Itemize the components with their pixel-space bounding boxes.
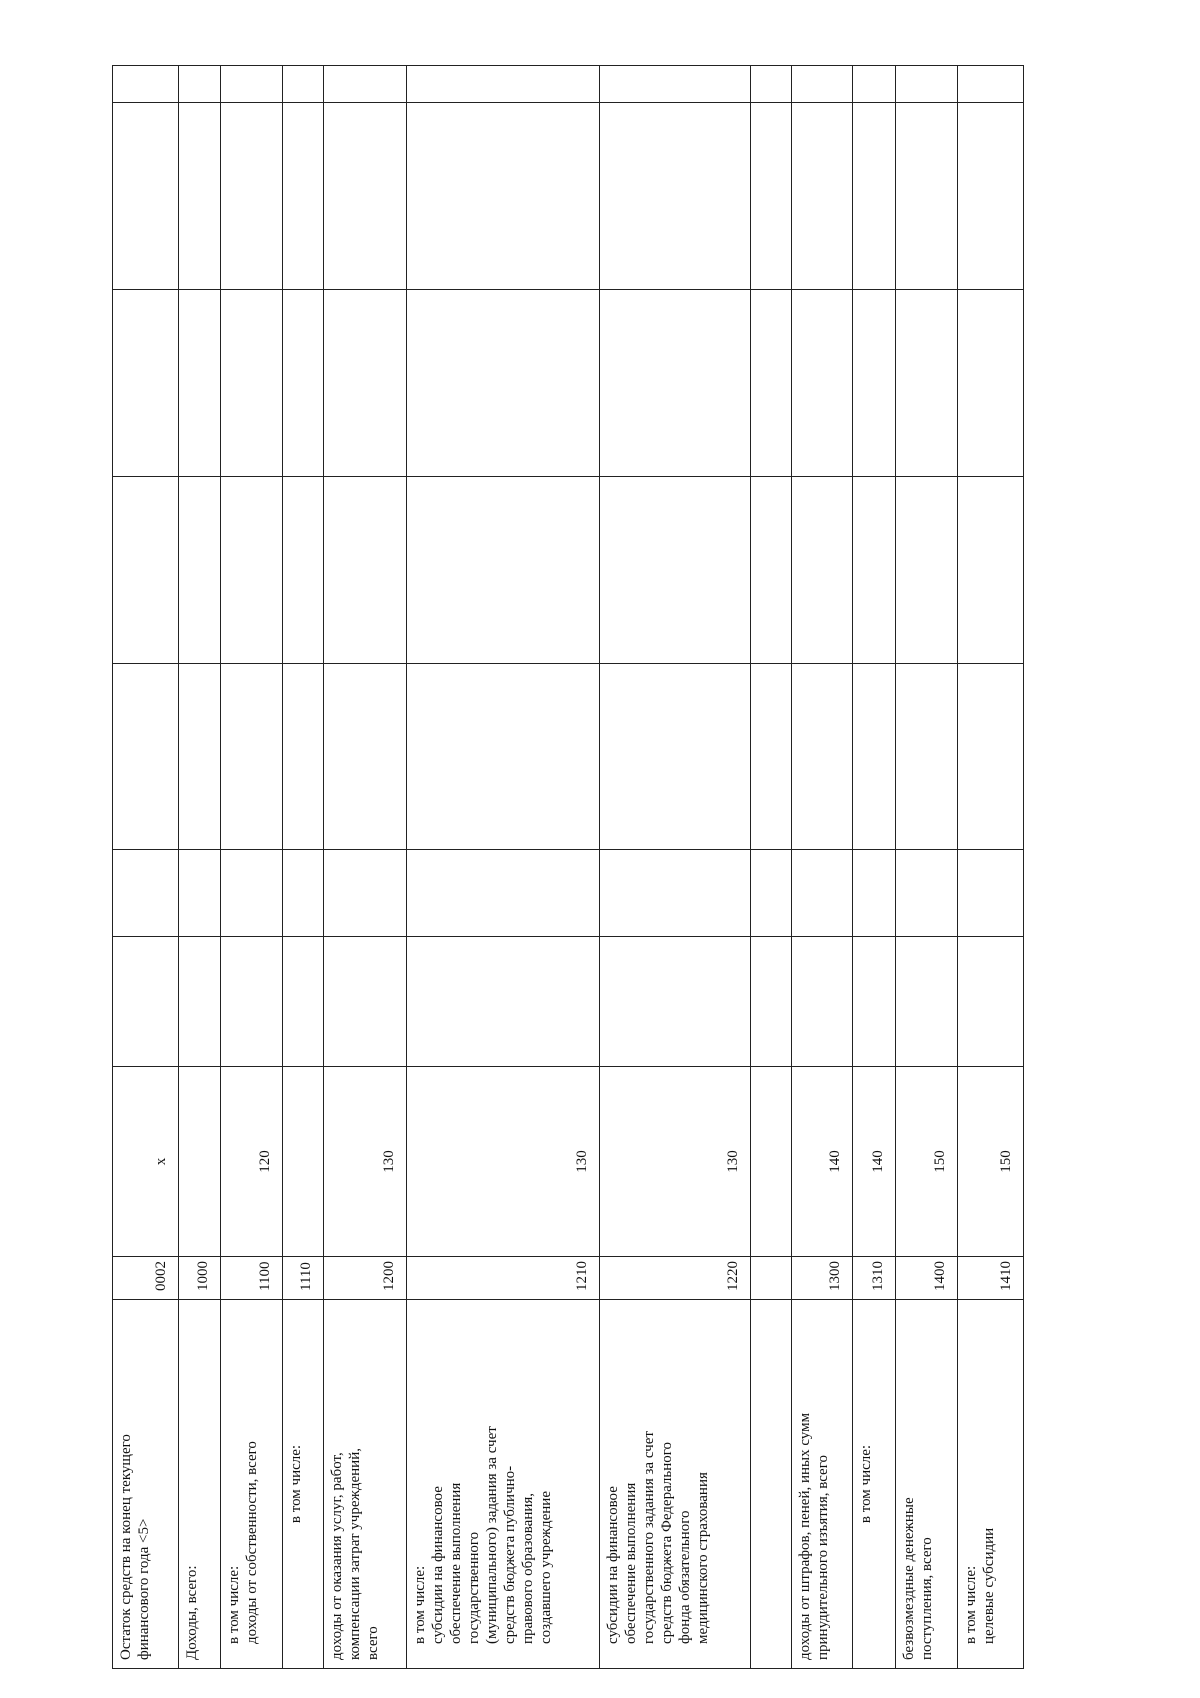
amount-cell (324, 664, 407, 850)
row-label: в том числе: доходы от собственности, всего (220, 1300, 282, 1669)
amount-cell (179, 103, 220, 290)
amount-cell (599, 66, 750, 103)
amount-cell (179, 477, 220, 664)
amount-cell (957, 66, 1023, 103)
table-row (324, 66, 407, 1669)
row-kbk-code: 130 (599, 1067, 750, 1257)
row-kbk-code: 140 (792, 1067, 853, 1257)
amount-cell (599, 477, 750, 664)
amount-cell (853, 477, 895, 664)
amount-cell (220, 103, 282, 290)
amount-cell (895, 66, 957, 103)
amount-cell (406, 664, 599, 850)
table-row (792, 66, 853, 1669)
amount-cell (792, 66, 853, 103)
amount-cell (406, 66, 599, 103)
amount-cell (750, 477, 791, 664)
row-label (750, 1300, 791, 1669)
row-kbk-code (179, 1067, 220, 1257)
row-code: 1200 (324, 1257, 407, 1300)
amount-cell (599, 937, 750, 1067)
row-label: в том числе: (282, 1300, 323, 1669)
amount-cell (895, 290, 957, 477)
row-kbk-code: 150 (957, 1067, 1023, 1257)
amount-cell (324, 850, 407, 937)
amount-cell (220, 850, 282, 937)
amount-cell (282, 290, 323, 477)
row-kbk-code: 150 (895, 1067, 957, 1257)
amount-cell (792, 937, 853, 1067)
amount-cell (853, 103, 895, 290)
amount-cell (179, 290, 220, 477)
amount-cell (324, 937, 407, 1067)
row-kbk-code: 120 (220, 1067, 282, 1257)
amount-cell (113, 850, 179, 937)
row-code: 1300 (792, 1257, 853, 1300)
amount-cell (957, 477, 1023, 664)
amount-cell (113, 477, 179, 664)
amount-cell (792, 850, 853, 937)
amount-cell (792, 664, 853, 850)
amount-cell (750, 103, 791, 290)
amount-cell (599, 850, 750, 937)
row-kbk-code: 130 (324, 1067, 407, 1257)
row-kbk-code: 140 (853, 1067, 895, 1257)
amount-cell (853, 290, 895, 477)
amount-cell (282, 477, 323, 664)
amount-cell (113, 290, 179, 477)
financial-plan-table (112, 65, 1024, 1669)
row-kbk-code (750, 1067, 791, 1257)
amount-cell (324, 290, 407, 477)
amount-cell (599, 664, 750, 850)
amount-cell (179, 937, 220, 1067)
amount-cell (853, 937, 895, 1067)
row-label: Доходы, всего: (179, 1300, 220, 1669)
amount-cell (282, 850, 323, 937)
row-kbk-code: x (113, 1067, 179, 1257)
amount-cell (957, 103, 1023, 290)
row-code: 1110 (282, 1257, 323, 1300)
amount-cell (895, 850, 957, 937)
row-label: безвозмездные денежные поступления, всего (895, 1300, 957, 1669)
amount-cell (406, 937, 599, 1067)
amount-cell (220, 937, 282, 1067)
row-label: доходы от оказания услуг, работ, компенсации затрат учреждений, всего (324, 1300, 407, 1669)
amount-cell (792, 477, 853, 664)
amount-cell (750, 937, 791, 1067)
amount-cell (792, 103, 853, 290)
amount-cell (599, 103, 750, 290)
table-row (895, 66, 957, 1669)
amount-cell (113, 66, 179, 103)
row-label: субсидии на финансовое обеспечение выполнения государственного задания за счет средств бюджета Федерального фонда обязательного медицинского страхования (599, 1300, 750, 1669)
row-kbk-code (282, 1067, 323, 1257)
row-code: 1310 (853, 1257, 895, 1300)
amount-cell (220, 290, 282, 477)
table-row (220, 66, 282, 1669)
amount-cell (282, 103, 323, 290)
table-row (750, 66, 791, 1669)
amount-cell (179, 850, 220, 937)
amount-cell (113, 103, 179, 290)
row-label: в том числе: целевые субсидии (957, 1300, 1023, 1669)
amount-cell (957, 850, 1023, 937)
row-code: 1100 (220, 1257, 282, 1300)
amount-cell (406, 103, 599, 290)
row-code: 1000 (179, 1257, 220, 1300)
amount-cell (324, 477, 407, 664)
amount-cell (406, 477, 599, 664)
row-code: 0002 (113, 1257, 179, 1300)
amount-cell (750, 66, 791, 103)
amount-cell (282, 66, 323, 103)
amount-cell (282, 664, 323, 850)
amount-cell (179, 664, 220, 850)
amount-cell (113, 937, 179, 1067)
amount-cell (220, 477, 282, 664)
amount-cell (895, 664, 957, 850)
amount-cell (750, 850, 791, 937)
amount-cell (220, 66, 282, 103)
amount-cell (282, 937, 323, 1067)
table-row (957, 66, 1023, 1669)
row-label: в том числе: (853, 1300, 895, 1669)
amount-cell (895, 103, 957, 290)
amount-cell (957, 664, 1023, 850)
table-row (853, 66, 895, 1669)
amount-cell (750, 290, 791, 477)
amount-cell (406, 850, 599, 937)
amount-cell (853, 66, 895, 103)
amount-cell (957, 290, 1023, 477)
amount-cell (599, 290, 750, 477)
row-label: доходы от штрафов, пеней, иных сумм принудительного изъятия, всего (792, 1300, 853, 1669)
amount-cell (853, 850, 895, 937)
table-row (179, 66, 220, 1669)
row-code: 1400 (895, 1257, 957, 1300)
row-code (750, 1257, 791, 1300)
amount-cell (179, 66, 220, 103)
amount-cell (324, 103, 407, 290)
row-label: Остаток средств на конец текущего финансового года <5> (113, 1300, 179, 1669)
amount-cell (895, 477, 957, 664)
amount-cell (957, 937, 1023, 1067)
row-code: 1410 (957, 1257, 1023, 1300)
table-row (282, 66, 323, 1669)
row-code: 1210 (406, 1257, 599, 1300)
table-row (113, 66, 179, 1669)
amount-cell (113, 664, 179, 850)
row-code: 1220 (599, 1257, 750, 1300)
amount-cell (853, 664, 895, 850)
amount-cell (406, 290, 599, 477)
amount-cell (792, 290, 853, 477)
amount-cell (895, 937, 957, 1067)
amount-cell (324, 66, 407, 103)
row-label: в том числе: субсидии на финансовое обеспечение выполнения государственного (муниципального) задания за счет средств бюджета публично- правового образования, создавшего учреждение (406, 1300, 599, 1669)
row-kbk-code: 130 (406, 1067, 599, 1257)
table-row (599, 66, 750, 1669)
amount-cell (220, 664, 282, 850)
table-row (406, 66, 599, 1669)
amount-cell (750, 664, 791, 850)
